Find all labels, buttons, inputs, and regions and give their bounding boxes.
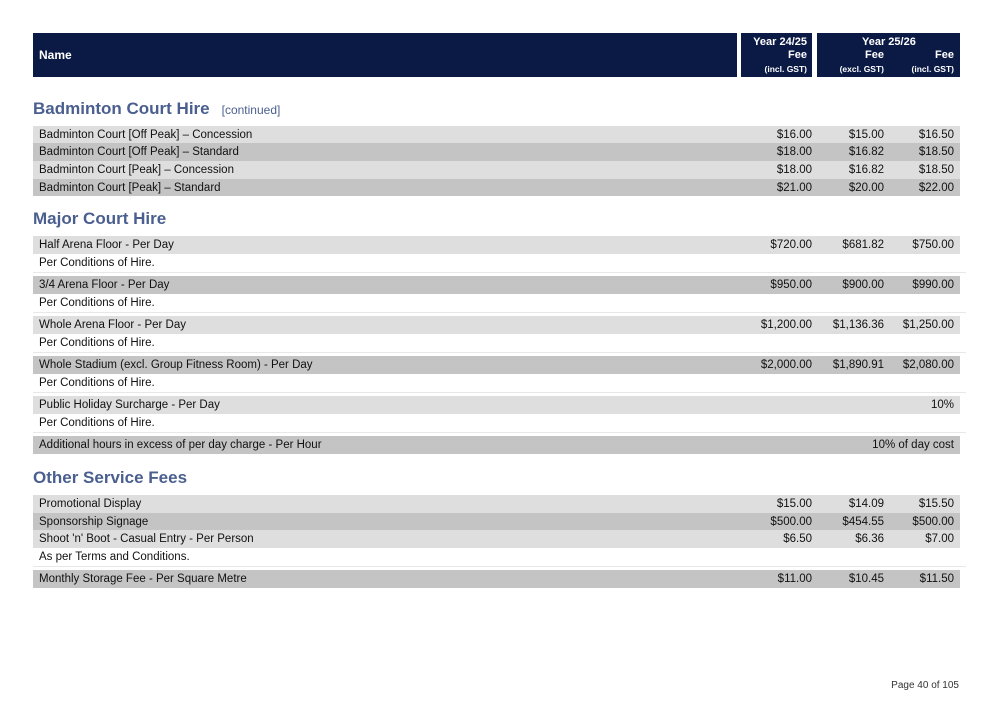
row-note: Per Conditions of Hire. [33, 414, 966, 433]
row-prev-fee: $18.00 [741, 161, 817, 179]
row-prev-fee: $6.50 [741, 530, 817, 548]
row-name: Additional hours in excess of per day charge - Per Hour [33, 436, 743, 454]
row-fee-incl: $1,250.00 [902, 319, 954, 331]
table-row [0, 356, 992, 374]
row-note: Per Conditions of Hire. [33, 374, 966, 393]
row-fee-incl: $7.00 [925, 533, 954, 545]
header-prev-fee: Fee [788, 49, 807, 61]
table-row [0, 179, 992, 196]
condition-row [0, 294, 992, 312]
condition-row [0, 548, 992, 566]
row-note: Per Conditions of Hire. [33, 294, 966, 313]
header-cur-year: Year 25/26 [862, 36, 916, 48]
condition-row [0, 414, 992, 432]
row-prev-fee: $2,000.00 [741, 356, 817, 374]
row-fee-excl: $16.82 [848, 164, 884, 176]
section-title-other: Other Service Fees [33, 468, 188, 487]
table-row [0, 276, 992, 294]
table-header-cur-year [817, 33, 960, 77]
row-cur-fees [817, 179, 960, 196]
row-fee-excl: $6.36 [855, 533, 884, 545]
row-fee-incl: 10% of day cost [872, 439, 954, 451]
row-cur-fees [817, 513, 960, 530]
table-row [0, 143, 992, 161]
condition-row [0, 334, 992, 352]
row-cur-fees [817, 276, 960, 294]
row-prev-fee: $500.00 [741, 513, 817, 530]
row-fee-incl: $16.50 [918, 128, 954, 141]
header-cur-fee-incl: Fee [935, 49, 954, 61]
section-title-major: Major Court Hire [33, 209, 167, 228]
row-name: Half Arena Floor - Per Day [33, 236, 743, 254]
row-cur-fees [817, 316, 960, 334]
row-name: Whole Arena Floor - Per Day [33, 316, 743, 334]
header-cur-excl-gst: (excl. GST) [839, 64, 884, 74]
row-name: Shoot 'n' Boot - Casual Entry - Per Person [33, 530, 743, 548]
row-fee-excl: $681.82 [842, 239, 884, 251]
row-fee-excl: $10.45 [848, 573, 884, 585]
row-fee-excl: $14.09 [848, 498, 884, 510]
row-prev-fee: $11.00 [741, 570, 817, 588]
row-fee-incl: $22.00 [918, 181, 954, 194]
row-note: As per Terms and Conditions. [33, 548, 966, 567]
header-prev-year: Year 24/25 [753, 36, 807, 48]
row-prev-fee: $18.00 [741, 143, 817, 161]
table-header-name [33, 33, 737, 77]
page-number: Page 40 of 105 [891, 680, 959, 691]
row-name: Monthly Storage Fee - Per Square Metre [33, 570, 743, 588]
row-fee-incl: 10% [930, 399, 954, 411]
row-fee-excl: $20.00 [848, 181, 884, 194]
row-fee-incl: $11.50 [919, 573, 954, 585]
section-continued-note: [continued] [221, 103, 281, 117]
row-fee-incl: $2,080.00 [902, 359, 954, 371]
table-row [0, 513, 992, 530]
row-cur-fees [817, 396, 960, 414]
row-note: Per Conditions of Hire. [33, 334, 966, 353]
table-row [0, 316, 992, 334]
row-name: Badminton Court [Off Peak] – Standard [33, 143, 743, 161]
section-title-badminton-text: Badminton Court Hire [33, 99, 210, 118]
section-title-badminton [33, 99, 280, 119]
row-cur-fees [817, 161, 960, 179]
table-row [0, 236, 992, 254]
row-fee-incl: $990.00 [912, 279, 954, 291]
row-prev-fee [741, 396, 817, 414]
row-prev-fee: $21.00 [741, 179, 817, 196]
row-fee-excl: $15.00 [848, 128, 884, 141]
row-cur-fees [817, 143, 960, 161]
row-fee-excl: $16.82 [848, 146, 884, 158]
table-row [0, 495, 992, 513]
row-cur-fees [817, 356, 960, 374]
row-name: Sponsorship Signage [33, 513, 743, 530]
row-fee-incl: $18.50 [918, 146, 954, 158]
row-fee-excl: $1,890.91 [832, 359, 884, 371]
row-prev-fee: $16.00 [741, 126, 817, 143]
row-prev-fee: $950.00 [741, 276, 817, 294]
row-fee-excl: $454.55 [842, 515, 884, 528]
row-fee-excl: $900.00 [842, 279, 884, 291]
condition-row [0, 374, 992, 392]
row-name: Promotional Display [33, 495, 743, 513]
row-name: 3/4 Arena Floor - Per Day [33, 276, 743, 294]
row-fee-incl: $500.00 [912, 515, 954, 528]
table-row [0, 530, 992, 548]
table-row [0, 161, 992, 179]
row-name: Public Holiday Surcharge - Per Day [33, 396, 743, 414]
row-note: Per Conditions of Hire. [33, 254, 966, 273]
table-row [0, 126, 992, 143]
row-prev-fee [741, 436, 817, 454]
table-row [0, 570, 992, 588]
row-cur-fees [817, 530, 960, 548]
row-cur-fees [817, 236, 960, 254]
row-prev-fee: $15.00 [741, 495, 817, 513]
row-prev-fee: $720.00 [741, 236, 817, 254]
row-cur-fees [817, 126, 960, 143]
row-name: Badminton Court [Off Peak] – Concession [33, 126, 743, 143]
row-cur-fees [817, 570, 960, 588]
header-name-label: Name [39, 48, 72, 62]
table-header-prev-year [741, 33, 812, 77]
row-fee-incl: $15.50 [918, 498, 954, 510]
row-name: Badminton Court [Peak] – Concession [33, 161, 743, 179]
table-row [0, 396, 992, 414]
table-row [0, 436, 992, 454]
row-cur-fees [817, 436, 960, 454]
header-cur-incl-gst: (incl. GST) [911, 64, 954, 74]
row-prev-fee: $1,200.00 [741, 316, 817, 334]
row-fee-incl: $750.00 [912, 239, 954, 251]
row-name: Badminton Court [Peak] – Standard [33, 179, 743, 196]
row-fee-excl: $1,136.36 [832, 319, 884, 331]
header-cur-fee-excl: Fee [865, 49, 884, 61]
row-fee-incl: $18.50 [918, 164, 954, 176]
row-name: Whole Stadium (excl. Group Fitness Room) - Per Day [33, 356, 743, 374]
row-cur-fees [817, 495, 960, 513]
condition-row [0, 254, 992, 272]
header-prev-incl-gst: (incl. GST) [764, 64, 807, 74]
